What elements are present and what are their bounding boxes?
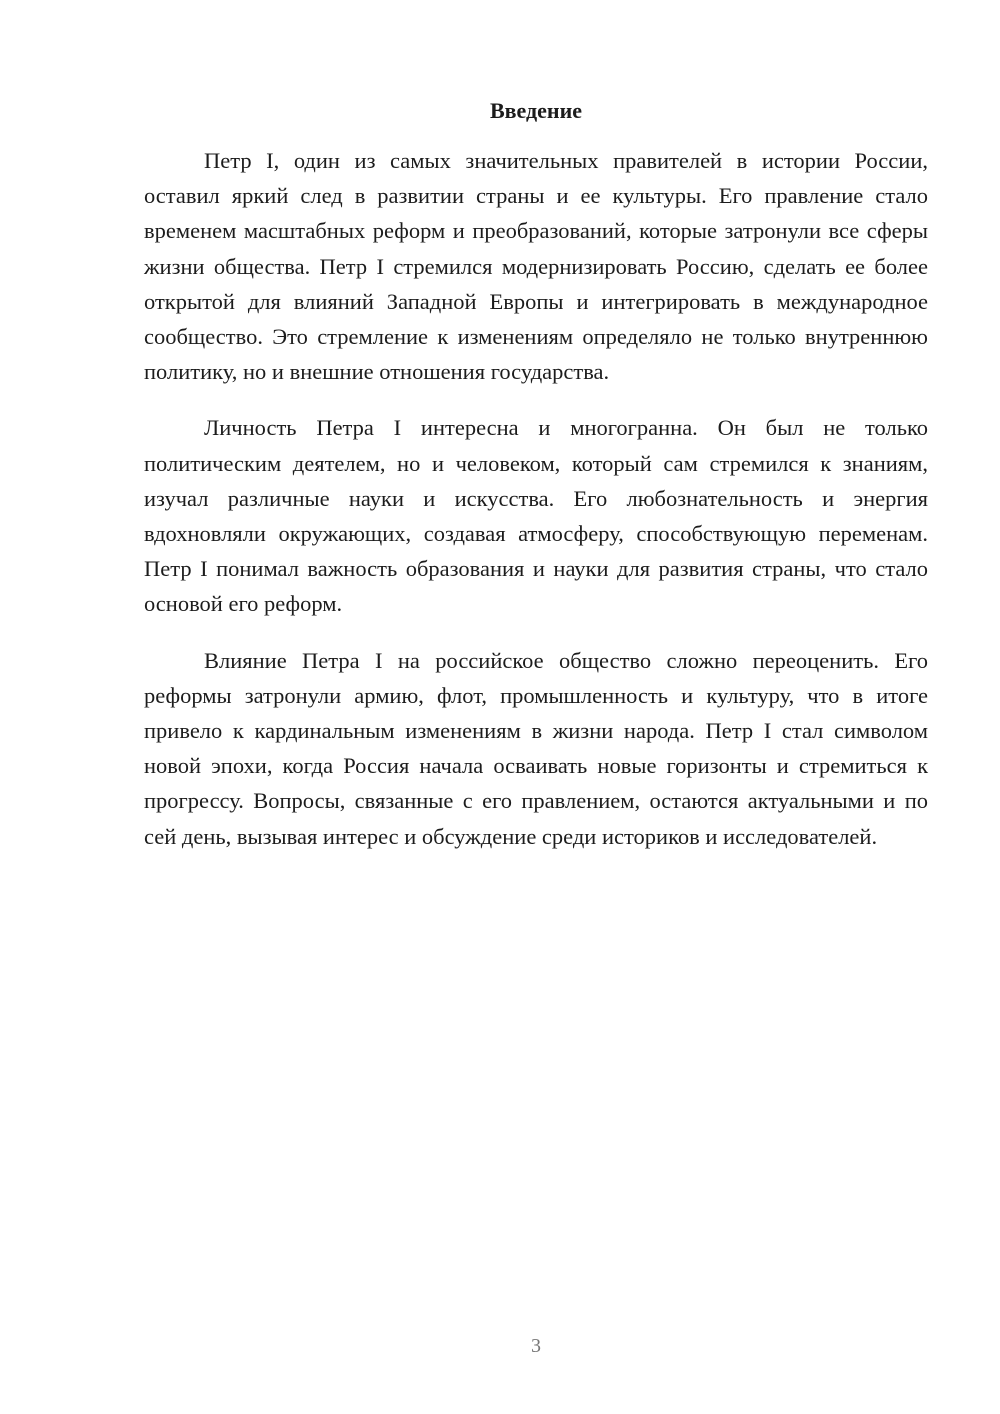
paragraph-2: Личность Петра I интересна и многогранна. Он был не только политическим деятелем, но и человеком, который сам стремился к знаниям, изучал различные науки и искусства. Его любознательность и энергия вдохновляли окружающих, создавая атмосферу, способствующую переменам. Петр I понимал важность образования и науки для развития страны, что стало основой его реформ.: [144, 415, 928, 617]
section-title: Введение: [489, 98, 583, 123]
body-text: [144, 143, 928, 875]
paragraph-3: Влияние Петра I на российское общество сложно переоценить. Его реформы затронули армию, флот, промышленность и культуру, что в итоге привело к кардинальным изменениям в жизни народа. Петр I стал символом новой эпохи, когда Россия начала осваивать новые горизонты и стремиться к прогрессу. Вопросы, связанные с его правлением, остаются актуальными и по сей день, вызывая интерес и обсуждение среди историков и исследователей.: [144, 647, 928, 849]
paragraph-1: Петр I, один из самых значительных правителей в истории России, оставил яркий след в развитии страны и ее культуры. Его правление стало временем масштабных реформ и преобразований, которые затронули все сферы жизни общества. Петр I стремился модернизировать Россию, сделать ее более открытой для влияний Западной Европы и интегрировать в международное сообщество. Это стремление к изменениям определяло не только внутреннюю политику, но и внешние отношения государства.: [144, 148, 928, 385]
page-number: 3: [531, 1335, 541, 1357]
